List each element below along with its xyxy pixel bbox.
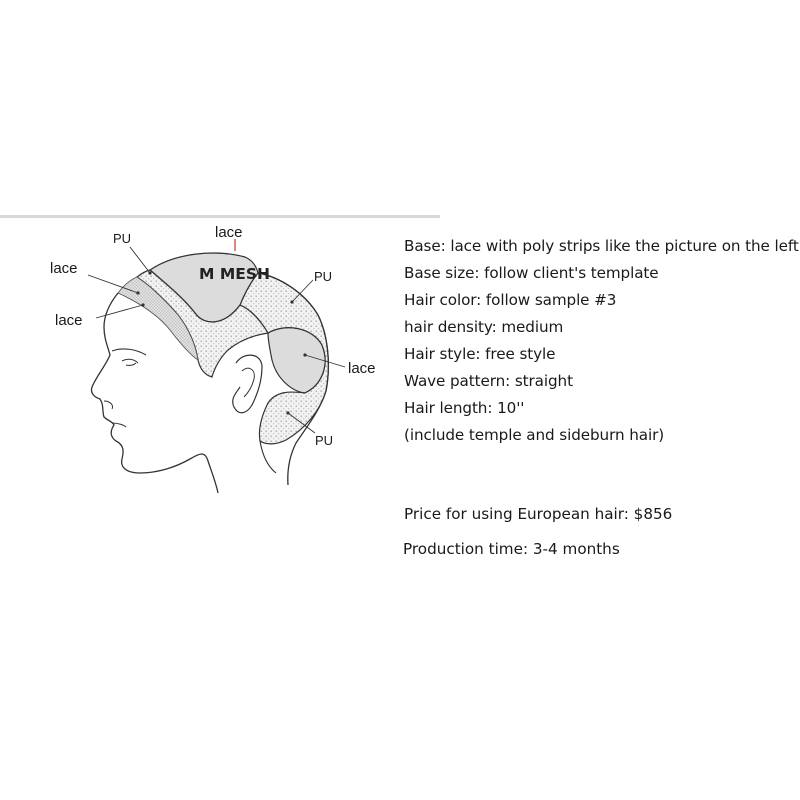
pu-top-left-dot (148, 271, 151, 274)
label-pu-top-left: PU (113, 231, 132, 246)
label-pu-right-upper: PU (314, 269, 333, 284)
spec-hair-density: hair density: medium (404, 318, 564, 336)
eye (122, 359, 138, 365)
label-lace-left-upper: lace (50, 260, 78, 277)
spec-base-size: Base size: follow client's template (404, 264, 659, 282)
label-mesh: M MESH (199, 265, 270, 283)
eyebrow (112, 349, 146, 355)
spec-list (404, 233, 800, 449)
hairpiece-base-diagram (0, 215, 400, 505)
spec-hair-length: Hair length: 10'' (404, 399, 525, 417)
pu-right-upper-dot (290, 300, 293, 303)
spec-hair-color: Hair color: follow sample #3 (404, 291, 617, 309)
lace-left-upper-dot (136, 291, 139, 294)
lace-left-lower-pointer (96, 305, 143, 318)
spec-base: Base: lace with poly strips like the picture on the left (404, 237, 799, 255)
nostril (104, 401, 113, 409)
spec-hair-style: Hair style: free style (404, 345, 556, 363)
spec-note: (include temple and sideburn hair) (404, 426, 665, 444)
spec-wave-pattern: Wave pattern: straight (404, 372, 573, 390)
production-time-text: Production time: 3-4 months (403, 540, 620, 558)
neck-line (260, 441, 276, 473)
head-illustration (0, 215, 400, 505)
label-pu-right-lower: PU (315, 433, 334, 448)
price-text: Price for using European hair: $856 (404, 505, 673, 523)
pu-top-left-pointer (130, 247, 150, 273)
lace-left-lower-dot (141, 303, 144, 306)
label-lace-right: lace (348, 360, 376, 377)
pu-right-lower-dot (286, 411, 289, 414)
ear (233, 355, 262, 413)
label-top-lace: lace (215, 224, 243, 241)
lace-right-dot (303, 353, 306, 356)
label-lace-left-lower: lace (55, 312, 83, 329)
